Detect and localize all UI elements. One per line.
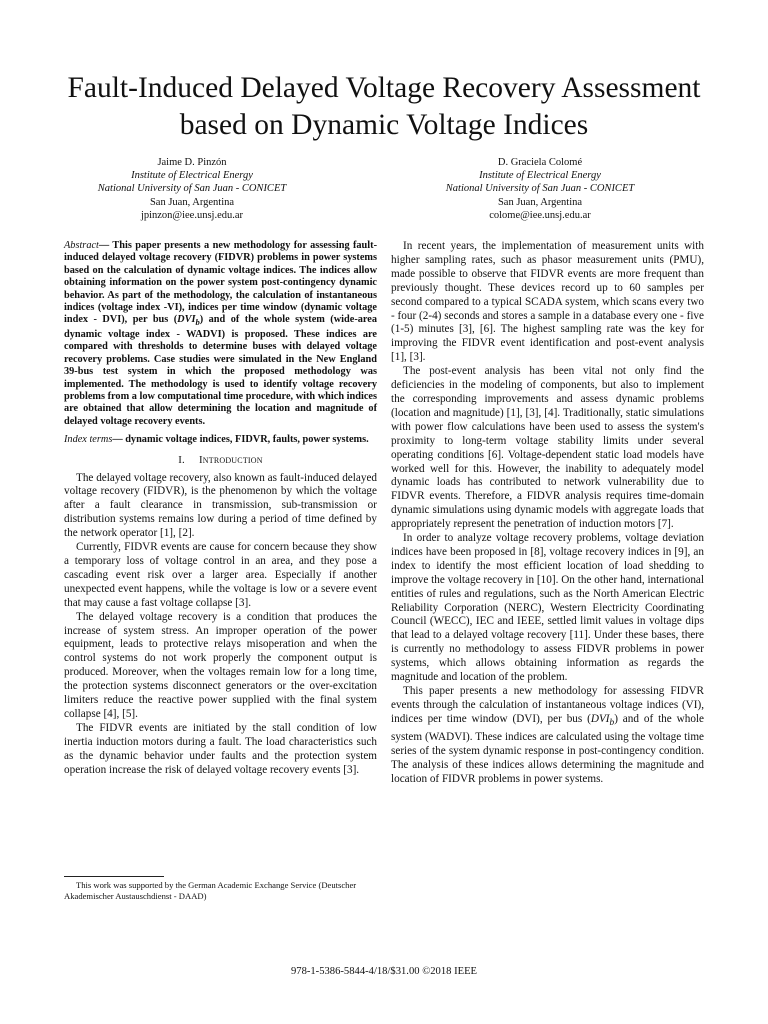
math-dvi: DVI [177, 314, 196, 326]
paragraph-text-continued: ) and of the whole system (WADVI). These indices are calculated using the voltage time series of the system dynamic response in post-contingency condition. The analysis of these indices allows determining the magnitude and location of FIDVR problems in power systems. [391, 712, 704, 785]
author-block-2 [390, 156, 690, 222]
paragraph [391, 685, 704, 787]
math-dvi-subscript: b [195, 317, 200, 328]
paragraph: The post-event analysis has been vital not only find the deficiencies in the modeling of components, but also to implement the corresponding improvements and assess dynamic problems (location and magnitude) [1], [3], [4]. Traditionally, static simulations with power flow calculations have been used to assess the system's proximity to long-term voltage stability limits under several operating conditions [6]. Voltage-dependent static load models have worked well for this. However, the inability to adequately model dynamic loads has contributed to network vulnerability due to FIDVR events. Therefore, a FIDVR analysis requires time-domain dynamic simulations using dynamic models with aggregate loads that appropriately represent the penetration of induction motors [7]. [391, 365, 704, 531]
abstract-label: Abstract [64, 240, 99, 251]
paragraph: The delayed voltage recovery, also known as fault-induced delayed voltage recovery (FIDVR), is the phenomenon by which the voltage after a fault clearance in transmission, sub-transmission or distribution systems remains low during a period of time defined by the network operator [1], [2]. [64, 471, 377, 540]
author-location: San Juan, Argentina [149, 196, 235, 208]
abstract-text: This paper presents a new methodology for assessing fault-induced delayed voltage recovery (FIDVR) problems in power systems based on the calculation of dynamic voltage indices. The indices allow obtaining information on the power system post-contingency dynamic behavior. As part of the methodology, the calculation of instantaneous indices (voltage index -VI), indices per time window (dynamic voltage index - DVI), per bus ( [64, 240, 378, 326]
right-column [391, 240, 704, 787]
math-dvi: DVI [590, 712, 610, 725]
paragraph: In order to analyze voltage recovery problems, voltage deviation indices have been proposed in [8], voltage recovery indices in [9], an index to identify the most efficient location of load shedding to improve the voltage recovery in [10]. On the other hand, international entities of rules and regulations, such as the North American Electric Reliability Corporation (NERC), Western Electricity Coordinating Council (WECC), IEC and IEEE, settled limit values in voltage dips that lead to a delayed voltage recovery [11]. Under these bases, there is currently no methodology to assess FIDVR problems in power systems, which allows obtaining information as regards the magnitude and location of the problem. [391, 532, 704, 684]
paragraph: The delayed voltage recovery is a condition that produces the increase of system stress. An improper operation of the power equipment, leads to protective relays misoperation and when the control systems do not work properly the component output is produced. Moreover, when the voltages remain low for a long time, the protection systems disconnect generators or the over-excitation limiters reduce the reactive power supplied with the final system collapse [4], [5]. [64, 610, 377, 720]
author-block-1 [42, 156, 342, 222]
author-location: San Juan, Argentina [497, 196, 583, 208]
section-title: Introduction [198, 453, 263, 466]
author-institute: Institute of Electrical Energy [131, 170, 253, 182]
abstract-dash: — [98, 240, 113, 251]
footnote: This work was supported by the German Academic Exchange Service (Deutscher Akademischer Austauschdienst - DAAD) [64, 880, 357, 901]
author-university: National University of San Juan - CONICET [445, 183, 635, 195]
abstract [64, 240, 377, 428]
copyright-footer: 978-1-5386-5844-4/18/$31.00 ©2018 IEEE [290, 966, 478, 977]
abstract-text-continued: ) and of the whole system (wide-area dynamic voltage index - WADVI) is proposed. These indices are compared with thresholds to determine buses with delayed voltage recovery problems. Case studies were simulated in the New England 39-bus test system in which the proposed methodology was implemented. The methodology is used to identify voltage recovery problems from a low computational time procedure, with which indices are obtained that allow determining the location and magnitude of delayed voltage recovery events. [64, 314, 377, 427]
author-institute: Institute of Electrical Energy [479, 170, 601, 182]
section-number: I. [178, 453, 185, 466]
footnote-rule [64, 876, 164, 877]
author-name: Jaime D. Pinzón [157, 157, 227, 168]
paragraph-text: This paper presents a new methodology for assessing FIDVR events through the calculation of instantaneous voltage indices (VI), indices per time window (DVI), per bus ( [391, 685, 704, 725]
index-terms [64, 434, 377, 446]
paragraph: The FIDVR events are initiated by the stall condition of low inertia induction motors during a fault. The load characteristics such as the dynamic behavior under faults and the protection system operation increase the risk of delayed voltage recovery events [3]. [64, 721, 377, 776]
paper-title: Fault-Induced Delayed Voltage Recovery Assessment based on Dynamic Voltage Indices [67, 72, 701, 141]
author-name: D. Graciela Colomé [497, 157, 583, 168]
paragraph: In recent years, the implementation of measurement units with higher sampling rates, such as phasor measurement units (PMU), made possible to observe that FIDVR events are more frequent than previously thought. These devices record up to 60 samples per second compared to a typical SCADA system, which scans every two - four (2-4) seconds and stores a sample in a database every one - five (1-5) minutes [3], [6]. The highest sampling rate was the key for improving the FIDVR event identification and post-event analysis [1], [3]. [391, 240, 704, 364]
author-university: National University of San Juan - CONICET [97, 183, 287, 195]
left-column [64, 240, 377, 777]
author-email: colome@iee.unsj.edu.ar [489, 209, 591, 221]
section-heading [64, 453, 377, 467]
index-terms-label: Index terms [64, 434, 113, 446]
index-terms-dash: — [112, 434, 126, 446]
author-email: jpinzon@iee.unsj.edu.ar [140, 209, 244, 221]
math-dvi-subscript: b [609, 718, 615, 729]
paragraph: Currently, FIDVR events are cause for concern because they show a temporary loss of voltage control in an area, and they pose a cascading event risk over a larger area. Especially if another unexpected event happens, while the voltage is low or a severe event that may cause a fast voltage collapse [3]. [64, 541, 377, 609]
index-terms-text: dynamic voltage indices, FIDVR, faults, power systems. [125, 434, 369, 446]
